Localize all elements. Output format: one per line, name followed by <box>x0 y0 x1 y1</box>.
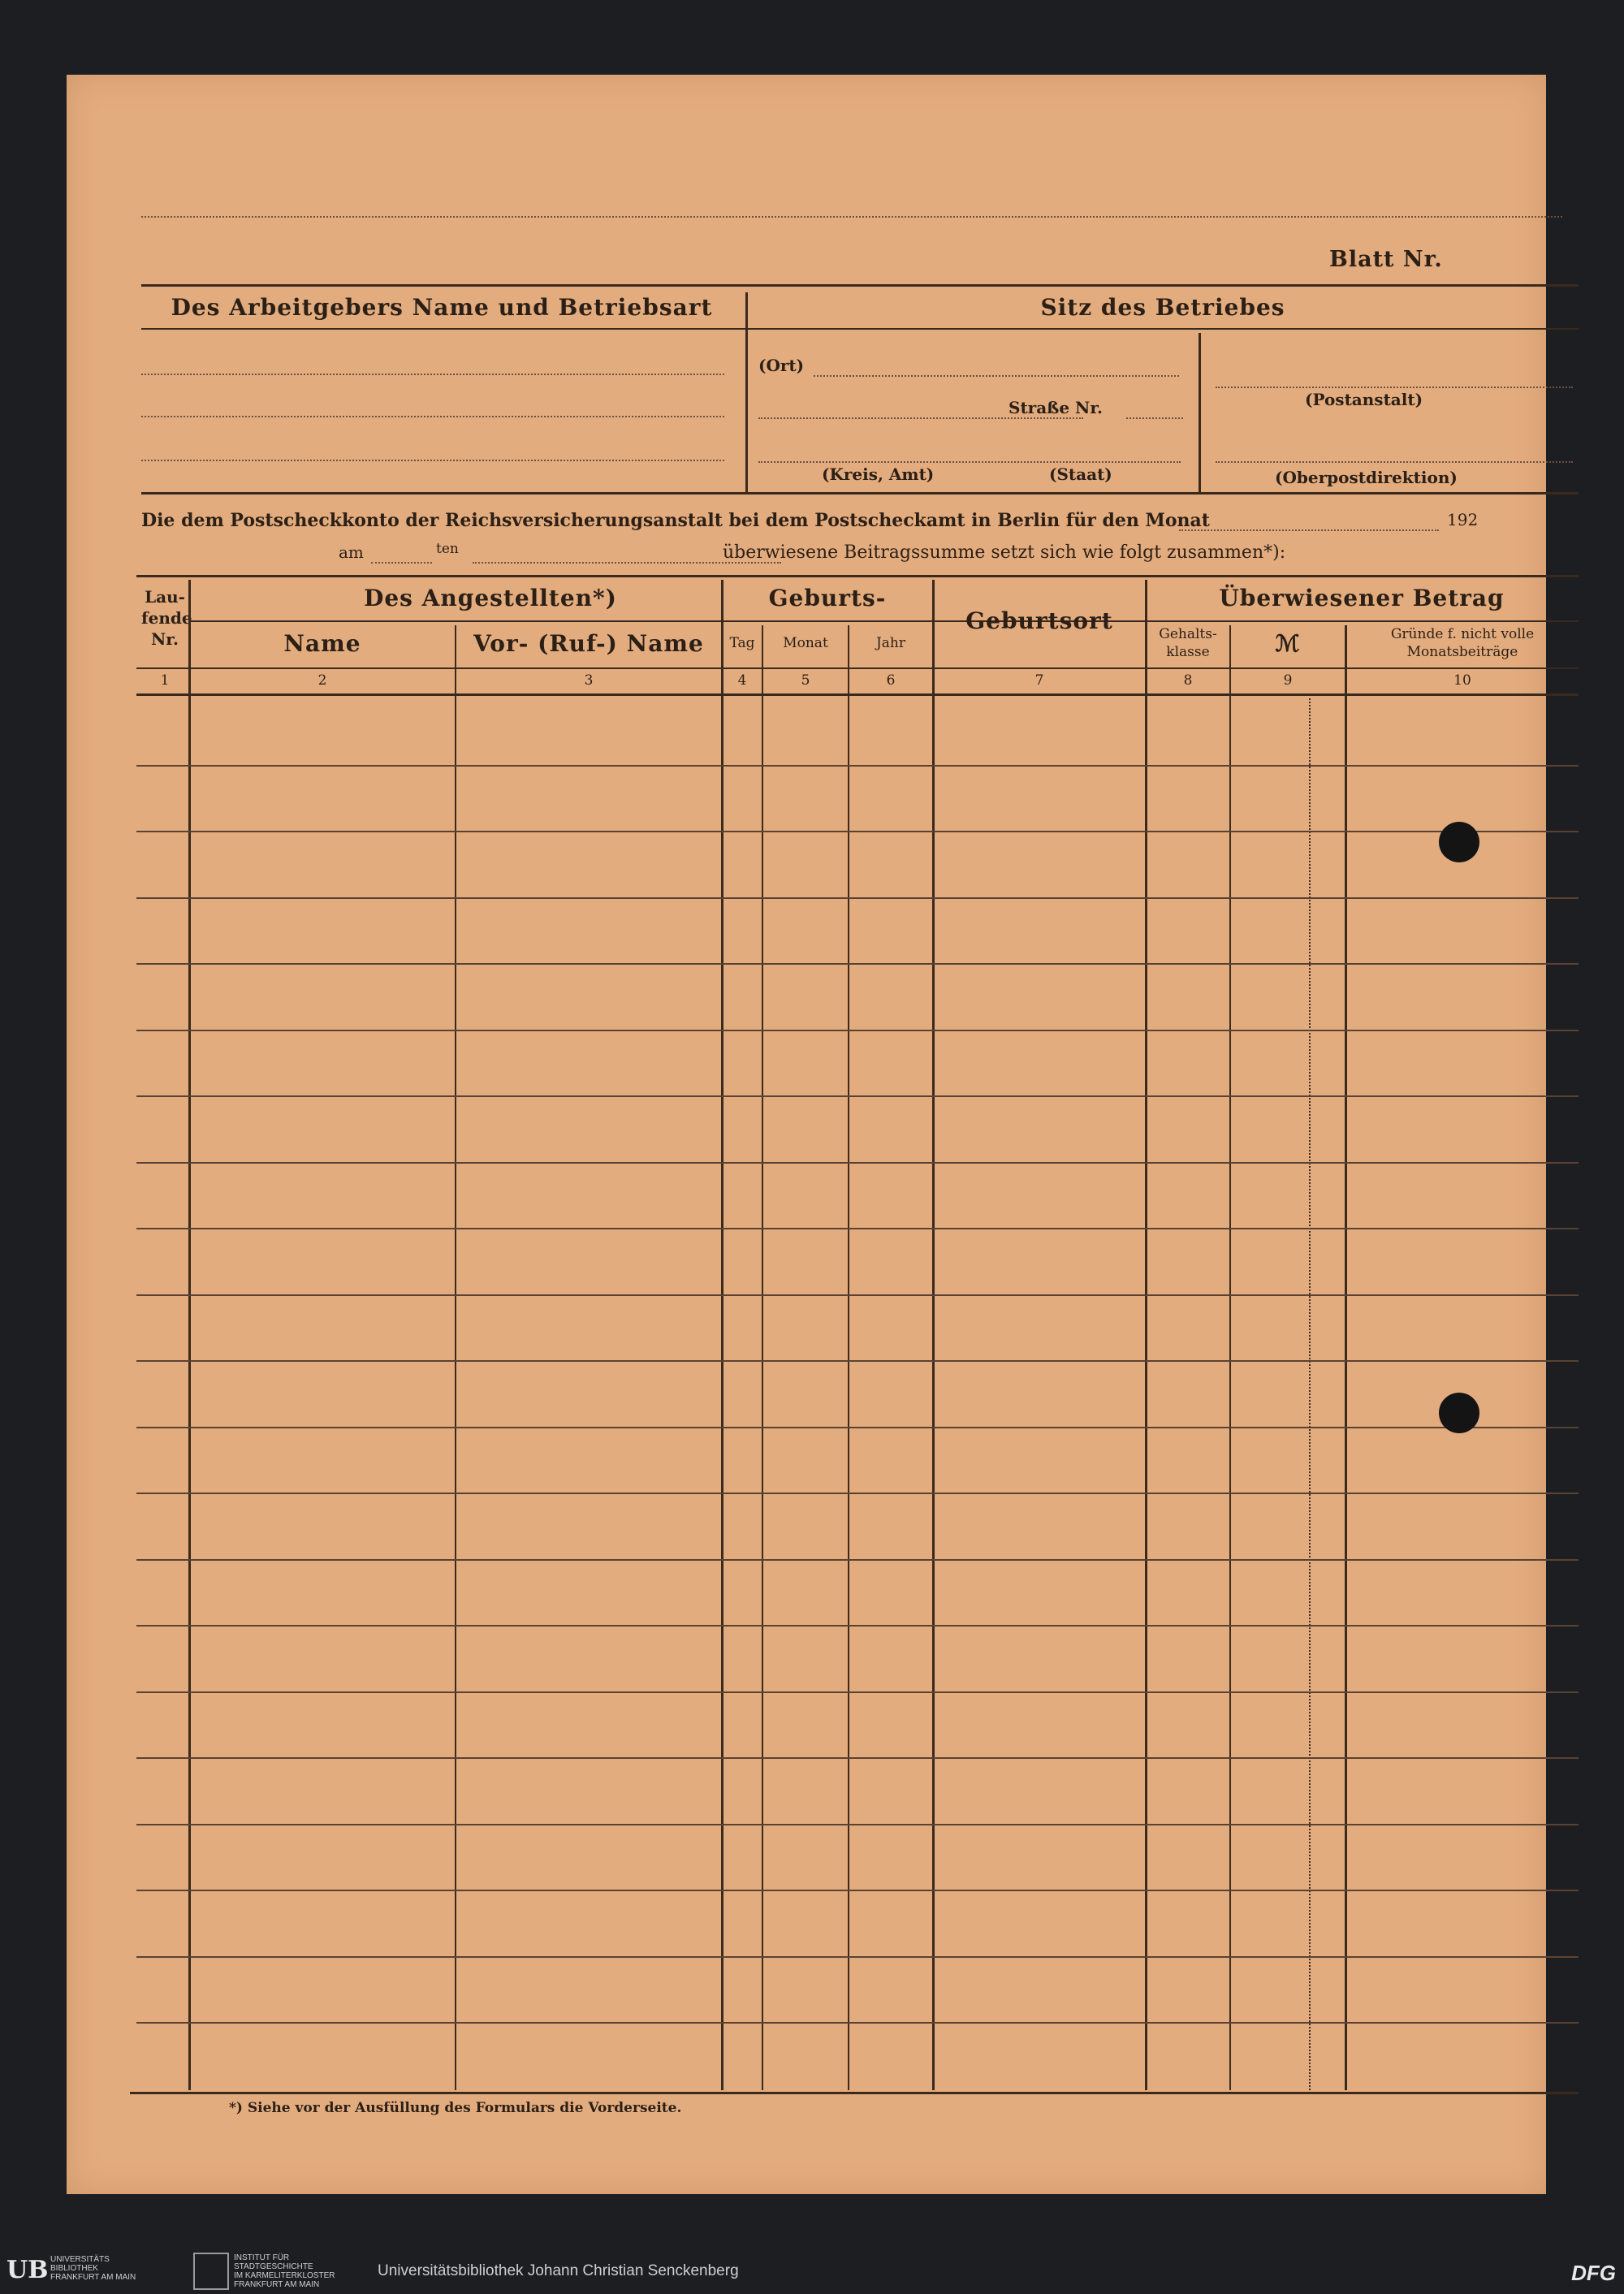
table-row-rule <box>136 1294 1579 1296</box>
col-line-pf <box>1309 698 1311 2090</box>
ub-text: UNIVERSITÄTS BIBLIOTHEK FRANKFURT AM MAIN <box>50 2255 136 2282</box>
table-group-rule <box>188 620 1579 622</box>
colnum-2: 2 <box>317 672 327 689</box>
table-row-rule <box>136 1890 1579 1891</box>
strasse-label: Straße Nr. <box>1009 398 1104 417</box>
header-divider <box>745 292 748 492</box>
table-row-rule <box>136 1360 1579 1362</box>
col-line-4 <box>762 625 763 2090</box>
colnum-1: 1 <box>160 672 170 689</box>
table-row-rule <box>136 1691 1579 1693</box>
kreis-line <box>758 461 1181 463</box>
colnum-7: 7 <box>1034 672 1044 689</box>
col-gruende: Gründe f. nicht volle Monatsbeiträge <box>1390 626 1535 660</box>
dfg-logo: DFG <box>1571 2261 1616 2285</box>
colnum-5: 5 <box>801 672 810 689</box>
col-line-8 <box>1229 625 1231 2090</box>
col-name: Name <box>283 630 361 657</box>
employer-header: Des Arbeitgebers Name und Betriebsart <box>171 294 713 321</box>
col-line-1 <box>188 580 191 2090</box>
group-angestellten: Des Angestellten*) <box>364 585 617 611</box>
col-gehaltsklasse: Gehalts- klasse <box>1159 626 1217 660</box>
col-geburtsort: Geburtsort <box>965 607 1113 634</box>
punch-hole-top <box>1439 822 1479 862</box>
table-number-rule <box>136 693 1579 696</box>
isg-text: INSTITUT FÜR STADTGESCHICHTE IM KARMELITERKLOSTER FRANKFURT AM MAIN <box>234 2253 335 2289</box>
col-monat: Monat <box>783 635 828 651</box>
col-line-6 <box>932 580 935 2090</box>
footer-bar <box>0 2249 1624 2294</box>
strasse-line <box>758 417 1083 419</box>
table-row-rule <box>136 1493 1579 1494</box>
am-line <box>371 562 432 564</box>
table-row-rule <box>136 1427 1579 1428</box>
group-betrag: Überwiesener Betrag <box>1219 585 1505 611</box>
table-row-rule <box>136 1956 1579 1958</box>
group-geburts: Geburts- <box>768 585 887 611</box>
table-row-rule <box>136 897 1579 899</box>
colnum-10: 10 <box>1453 672 1471 689</box>
ort-line <box>814 375 1179 377</box>
oberpost-line <box>1216 461 1573 463</box>
table-row-rule <box>136 831 1579 832</box>
table-row-rule <box>136 1095 1579 1097</box>
kreis-label: (Kreis, Amt) <box>822 464 935 484</box>
statement-line-2: überwiesene Beitragssumme setzt sich wie folgt zusammen*): <box>723 542 1286 563</box>
colnum-9: 9 <box>1283 672 1293 689</box>
colnum-3: 3 <box>584 672 594 689</box>
col-tag: Tag <box>729 635 755 651</box>
table-row-rule <box>136 1228 1579 1229</box>
table-row-rule <box>136 1162 1579 1164</box>
staat-label: (Staat) <box>1049 464 1112 484</box>
table-row-rule <box>136 963 1579 965</box>
monat-line <box>1179 529 1439 531</box>
library-name: Universitätsbibliothek Johann Christian Senckenberg <box>378 2262 739 2279</box>
table-row-rule <box>136 1757 1579 1759</box>
col-line-9 <box>1345 625 1347 2090</box>
statement-line-1: Die dem Postscheckkonto der Reichsversicherungsanstalt bei dem Postscheckamt in Berlin für den Monat <box>141 510 1210 531</box>
table-top-rule <box>136 575 1579 577</box>
col-jahr: Jahr <box>875 635 906 651</box>
colnum-6: 6 <box>886 672 896 689</box>
ort-label: (Ort) <box>758 356 805 375</box>
table-row-rule <box>136 1559 1579 1561</box>
header-bottom-rule <box>141 492 1579 495</box>
header-divider-2 <box>1199 333 1201 492</box>
table-head-rule <box>136 667 1579 669</box>
ten-label: ten <box>436 541 459 557</box>
header-sub-rule <box>141 328 1579 330</box>
employer-line-3 <box>141 460 724 461</box>
footnote: *) Siehe vor der Ausfüllung des Formulars die Vorderseite. <box>229 2100 682 2116</box>
blatt-label: Blatt Nr. <box>1329 247 1443 272</box>
table-row-rule <box>136 765 1579 767</box>
punch-hole-bottom <box>1439 1393 1479 1433</box>
col-line-2 <box>455 625 456 2090</box>
col-vorname: Vor- (Ruf-) Name <box>473 630 704 657</box>
header-top-rule <box>141 284 1579 287</box>
ub-logo: UB <box>6 2256 49 2284</box>
table-row-rule <box>136 1625 1579 1627</box>
col-laufende-nr: Lau- fende Nr. <box>141 587 192 649</box>
employer-line-2 <box>141 416 724 417</box>
postanstalt-line <box>1216 387 1573 388</box>
employer-line-1 <box>141 374 724 375</box>
seat-header: Sitz des Betriebes <box>1040 294 1285 321</box>
isg-emblem-icon <box>193 2253 229 2290</box>
table-row-rule <box>136 1824 1579 1825</box>
colnum-8: 8 <box>1183 672 1193 689</box>
colnum-4: 4 <box>737 672 747 689</box>
table-row-rule <box>136 2022 1579 2024</box>
strasse-nr-line <box>1126 417 1183 419</box>
col-line-3 <box>721 580 723 2090</box>
col-line-7 <box>1145 580 1147 2090</box>
col-line-5 <box>848 625 849 2090</box>
oberpost-label: (Oberpostdirektion) <box>1275 468 1458 487</box>
form-sheet <box>67 75 1546 2194</box>
top-dotted-line <box>141 216 1562 218</box>
col-mark: ℳ <box>1275 630 1301 657</box>
table-bottom-rule <box>130 2092 1579 2094</box>
year-label: 192 <box>1447 510 1479 529</box>
am-label: am <box>339 542 364 562</box>
postanstalt-label: (Postanstalt) <box>1305 390 1423 409</box>
table-row-rule <box>136 1030 1579 1031</box>
